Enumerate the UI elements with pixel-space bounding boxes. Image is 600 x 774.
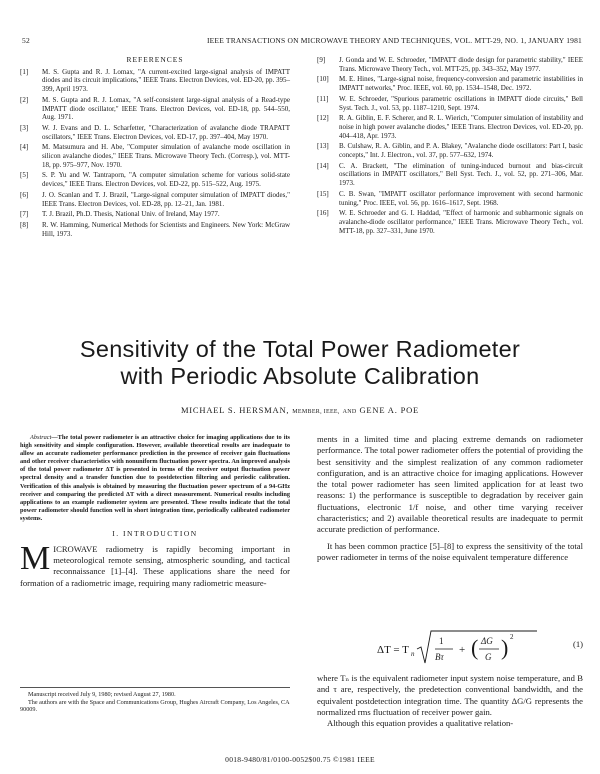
author-2: GENE A. POE: [359, 405, 420, 415]
author-conjunction: AND: [342, 409, 357, 415]
reference-item: [20, 68, 290, 94]
reference-item: [20, 221, 290, 238]
reference-item: [317, 142, 583, 159]
references-right-column: [317, 56, 583, 237]
reference-text: R. A. Giblin, E. F. Scherer, and R. L. Wierich, "Computer simulation of instability and noise in high power avalanche diodes," IEEE Trans. Electron Devices, vol. ED-20, pp. 404–418, Apr. 1973.: [339, 114, 583, 140]
reference-text: J. Gonda and W. E. Schroeder, "IMPATT diode design for parametric stability," IEEE Trans. Microwave Theory Tech., vol. MTT-25, pp. 343–352, May 1977.: [339, 56, 583, 73]
reference-item: [20, 171, 290, 188]
author-line: [0, 405, 600, 415]
reference-text: R. W. Hamming, Numerical Methods for Scientists and Engineers. New York: McGraw Hill, 1973.: [42, 220, 290, 238]
reference-number: [11]: [317, 94, 329, 103]
reference-text: S. P. Yu and W. Tantraporn, "A computer simulation scheme for various solid-state devices," IEEE Trans. Electron Devices, vol. ED-22, pp. 515–522, Aug. 1975.: [42, 171, 290, 189]
author-membership: MEMBER, IEEE,: [292, 409, 340, 415]
svg-text:2: 2: [510, 633, 514, 641]
reference-text: T. J. Brazil, Ph.D. Thesis, National Univ. of Ireland, May 1977.: [42, 210, 220, 219]
svg-text:1: 1: [439, 636, 444, 646]
paragraph-although: Although this equation provides a qualitative relation-: [327, 718, 514, 729]
svg-text:G: G: [485, 652, 492, 662]
introduction-paragraph: [20, 539, 290, 589]
reference-number: [2]: [20, 95, 29, 104]
footnote-manuscript: Manuscript received July 9, 1980; revised August 27, 1980.: [28, 691, 176, 698]
abstract-text: —The total power radiometer is an attractive choice for imaging applications due to its high sensitivity and simple configuration. However, available theoretical results are inadequate to allow an accurate radiometer performance prediction in the presence of receiver gain fluctuations and other receiver characteristics with nonuniform fluctuation power spectra. An improved analysis of the total power radiometer ΔT is presented in terms of the receiver output fluctuation power spectral density and a transfer function due to postdetection filtering and periodic calibration. Verification of this analysis is obtained by measuring the fluctuation power spectrum of a 94-GHz receiver and comparing the predicted ΔT with a direct measurement. Numerical results including applications to an example radiometer system are presented. These results indicate that the total power radiometer should function well in short integration time, periodically calibrated radiometer systems.: [20, 434, 290, 522]
reference-text: W. J. Evans and D. L. Scharfetter, "Characterization of avalanche diode TRAPATT oscillators," IEEE Trans. Electron Devices, vol. ED-17, pp. 397–404, May 1970.: [42, 123, 290, 141]
reference-list-right: [317, 56, 583, 235]
reference-item: [317, 95, 583, 112]
reference-number: [14]: [317, 161, 329, 170]
reference-item: [20, 191, 290, 208]
reference-item: [20, 124, 290, 141]
svg-text:ΔG: ΔG: [481, 636, 493, 646]
reference-item: [317, 209, 583, 235]
reference-number: [8]: [20, 220, 29, 229]
reference-text: J. O. Scanlan and T. J. Brazil, "Large-signal computer simulation of IMPATT diodes," IEEE Trans. Electron Devices, vol. ED-28, pp. 12–21, Jan. 1981.: [42, 190, 290, 208]
reference-number: [7]: [20, 210, 29, 219]
references-left-column: [20, 56, 290, 240]
equation-graphic: [377, 627, 597, 671]
reference-item: [317, 75, 583, 92]
reference-item: [20, 143, 290, 169]
section-heading-introduction: I. INTRODUCTION: [112, 529, 198, 539]
copyright-footer: 0018-9480/81/0100-0052$00.75 ©1981 IEEE: [225, 755, 375, 764]
paragraph-continued: ments in a limited time and placing extreme demands on radiometer performance. The total power radiometer offers the potential of providing the best sensitivity and the simplest realization of any common radiometer configuration, and is an attractive choice for imaging applications. However the total power radiometer has seen limited application for at least two reasons: 1) the performance is susceptible to degradation by receiver gain fluctuations, electronic 1/f noise, and other time varying receiver characteristics; and 2) available theoretical results are inadequate to permit accurate prediction of performance.: [317, 434, 583, 535]
reference-number: [9]: [317, 56, 326, 64]
reference-item: [317, 114, 583, 140]
svg-text:ΔT = T: ΔT = T: [377, 644, 409, 656]
body-right-column: [317, 434, 583, 563]
reference-text: M. E. Hines, "Large-signal noise, frequency-conversion and parametric instabilities in IMPATT networks," Proc. IEEE, vol. 60, pp. 1534–1548, Dec. 1972.: [339, 75, 583, 93]
reference-text: M. S. Gupta and R. J. Lomax, "A current-excited large-signal analysis of IMPATT diodes and its circuit implications," IEEE Trans. Electron Devices, vol. ED-20, pp. 395–399, April 1973.: [42, 67, 290, 94]
footnotes: [20, 687, 290, 714]
reference-number: [13]: [317, 142, 329, 151]
svg-text:): ): [501, 635, 509, 660]
reference-item: [20, 96, 290, 122]
drop-cap: M: [20, 539, 51, 577]
reference-text: M. Matsumura and H. Abe, "Computer simulation of avalanche mode oscillation in silicon avalanche diodes," IEEE Trans. Microwave Theory Tech. (Corresp.), vol. MTT-18, pp. 975–977, Nov. 1970.: [42, 143, 290, 169]
equation-1: [317, 627, 583, 671]
reference-number: [15]: [317, 189, 329, 198]
reference-text: B. Culshaw, R. A. Giblin, and P. A. Blakey, "Avalanche diode oscillators: Part I, basic concepts," Int. J. Electron., vol. 37, pp. 577–632, 1974.: [339, 142, 583, 160]
reference-number: [16]: [317, 209, 329, 218]
reference-number: [4]: [20, 143, 29, 152]
reference-item: [20, 210, 290, 219]
reference-number: [6]: [20, 190, 29, 199]
svg-text:Bτ: Bτ: [435, 652, 444, 662]
reference-text: W. E. Schroeder and G. I. Haddad, "Effect of harmonic and subharmonic signals on avalanche-diode oscillator performance," IEEE Trans. Microwave Theory Tech., vol. MTT-18, pp. 327–331, June 1970.: [339, 209, 583, 235]
title-line-2: with Periodic Absolute Calibration: [120, 363, 480, 389]
running-head: IEEE TRANSACTIONS ON MICROWAVE THEORY AND TECHNIQUES, VOL. MTT-29, NO. 1, JANUARY 1981: [206, 36, 582, 45]
svg-text:n: n: [411, 650, 415, 658]
svg-text:(: (: [471, 635, 479, 660]
svg-text:+: +: [459, 644, 466, 656]
body-left-column: [20, 434, 290, 589]
reference-text: C. A. Brackett, "The elimination of tuning-induced burnout and bias-circuit oscillations in IMPATT oscillators," Bell Syst. Tech. J., vol. 52, pp. 271–306, Mar. 1973.: [339, 161, 583, 188]
reference-number: [3]: [20, 123, 29, 132]
title-line-1: Sensitivity of the Total Power Radiometer: [79, 336, 521, 362]
paragraph-where: where Tₙ is the equivalent radiometer input system noise temperature, and B and τ are, respectively, the predetection conventional bandwidth, and the equivalent postdetection integration time. The quantity ΔG/G represents the normalized rms fluctuation of receiver power gain.: [317, 673, 583, 717]
reference-item: [317, 162, 583, 188]
reference-number: [12]: [317, 114, 329, 123]
reference-list-left: [20, 68, 290, 239]
reference-number: [5]: [20, 171, 29, 180]
abstract-label: Abstract: [30, 434, 52, 441]
reference-item: [317, 190, 583, 207]
author-1: MICHAEL S. HERSMAN,: [180, 405, 290, 415]
references-heading: REFERENCES: [126, 55, 184, 64]
abstract: [20, 434, 290, 523]
footnote-affiliation: The authors are with the Space and Communications Group, Hughes Aircraft Company, Los Angeles, CA 90009.: [20, 698, 290, 713]
equation-number: (1): [572, 639, 583, 649]
reference-text: C. B. Swan, "IMPATT oscillator performance improvement with second harmonic tuning," Proc. IEEE, vol. 56, pp. 1616–1617, Sept. 1968.: [339, 189, 583, 207]
paragraph-sensitivity: It has been common practice [5]–[8] to express the sensitivity of the total power radiometer in terms of the noise equivalent temperature difference: [317, 540, 583, 562]
body-right-column-lower: [317, 673, 583, 729]
introduction-text: ICROWAVE radiometry is rapidly becoming important in meteorological remote sensing, atmospheric sounding, and tactical reconnaissance [1]–[4]. These applications share the need for formation of a radiometric image, requiring many radiometric measure-: [20, 543, 290, 588]
reference-text: M. S. Gupta and R. J. Lomax, "A self-consistent large-signal analysis of a Read-type IMPATT diode oscillator," IEEE Trans. Electron Devices, vol. ED-18, pp. 544–550, Aug. 1971.: [42, 95, 290, 122]
page-number: 52: [22, 36, 30, 45]
reference-number: [10]: [317, 75, 329, 84]
reference-number: [1]: [20, 67, 29, 76]
reference-item: [317, 56, 583, 73]
paper-title: [0, 336, 600, 390]
reference-text: W. E. Schroeder, "Spurious parametric oscillations in IMPATT diode circuits," Bell Syst. Tech. J., vol. 53, pp. 1187–1210, Sept. 1974.: [339, 94, 583, 112]
